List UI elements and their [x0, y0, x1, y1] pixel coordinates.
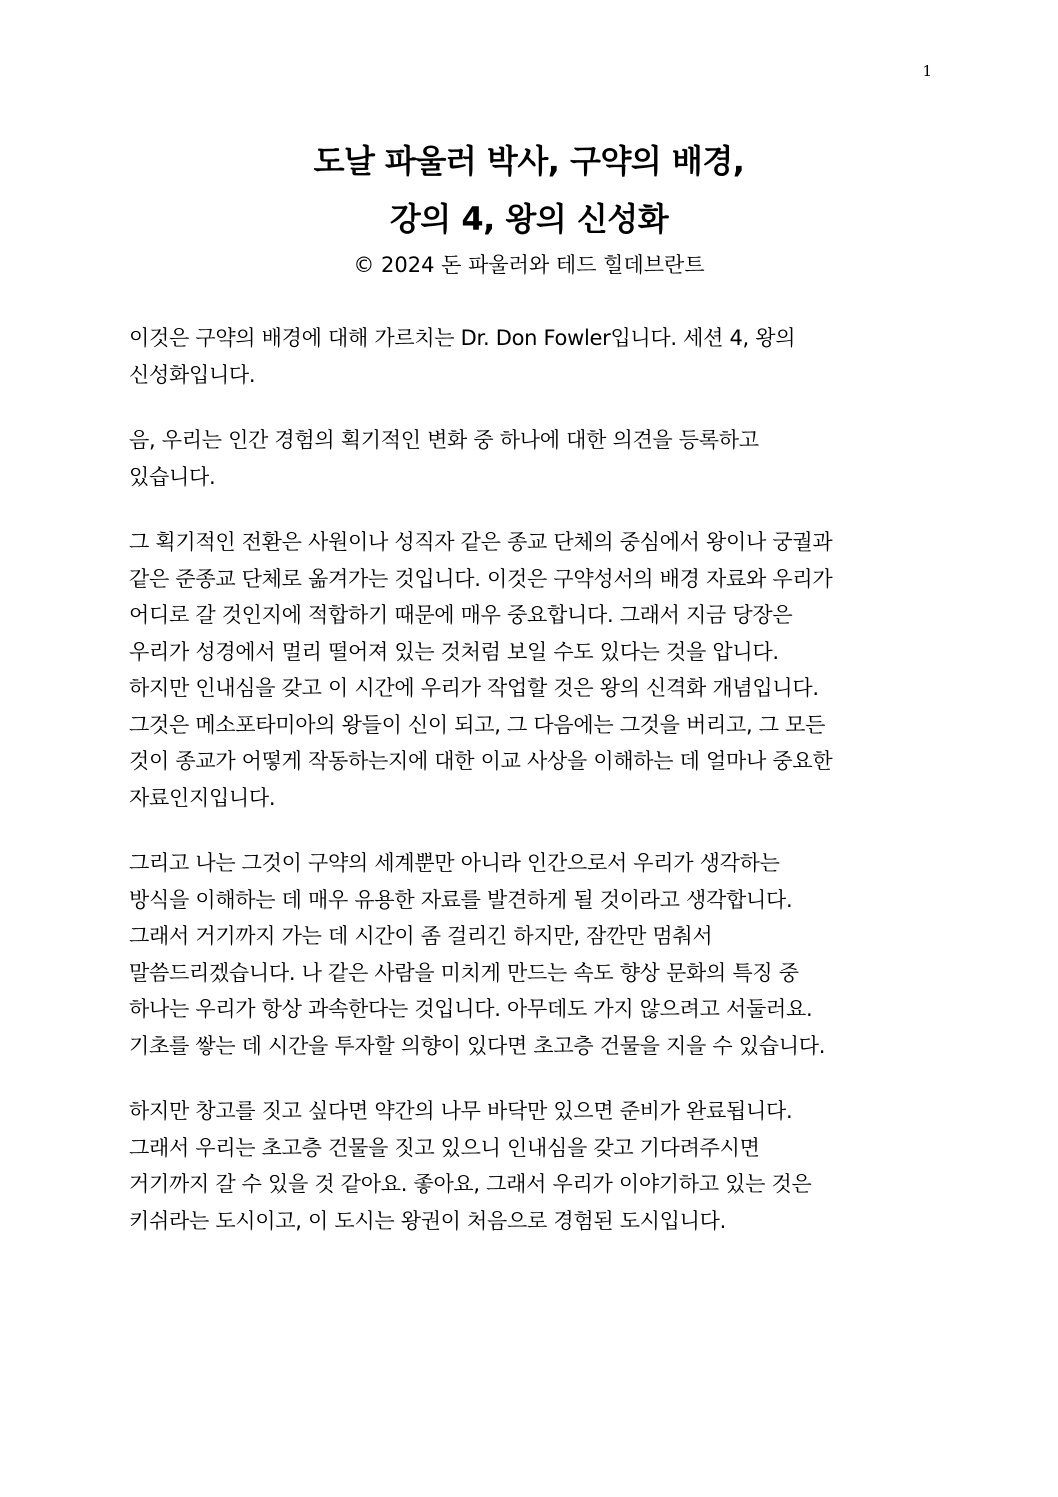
text-line: 하지만 창고를 짓고 싶다면 약간의 나무 바닥만 있으면 준비가 완료됩니다.	[129, 1099, 793, 1123]
text-line: 있습니다.	[129, 464, 216, 489]
text-line: 그 획기적인 전환은 사원이나 성직자 같은 종교 단체의 중심에서 왕이나 궁궐과	[129, 530, 833, 554]
paragraph	[129, 320, 939, 393]
text-line: 하지만 인내심을 갖고 이 시간에 우리가 작업할 것은 왕의 신격화 개념입니다.	[129, 676, 819, 700]
text-line: 같은 준종교 단체로 옮겨가는 것입니다. 이것은 구약성서의 배경 자료와 우리가	[129, 566, 833, 591]
text-line: 그리고 나는 그것이 구약의 세계뿐만 아니라 인간으로서 우리가 생각하는	[129, 851, 780, 875]
document-title-line-2: 강의 4, 왕의 신성화	[389, 200, 669, 238]
paragraph	[129, 422, 939, 495]
text-line: 것이 종교가 어떻게 작동하는지에 대한 이교 사상을 이해하는 데 얼마나 중요한	[129, 749, 833, 773]
text-line: 거기까지 갈 수 있을 것 같아요. 좋아요, 그래서 우리가 이야기하고 있는 것은	[129, 1172, 812, 1196]
text-line: 음, 우리는 인간 경험의 획기적인 변화 중 하나에 대한 의견을 등록하고	[129, 428, 759, 452]
text-line: 그것은 메소포타미아의 왕들이 신이 되고, 그 다음에는 그것을 버리고, 그 모든	[129, 712, 826, 737]
text-line: 그래서 거기까지 가는 데 시간이 좀 걸리긴 하지만, 잠깐만 멈춰서	[129, 924, 713, 948]
text-line: 자료인지입니다.	[129, 785, 276, 810]
page-number: 1	[922, 62, 932, 80]
text-line: 방식을 이해하는 데 매우 유용한 자료를 발견하게 될 것이라고 생각합니다.	[129, 887, 793, 912]
text-line: 우리가 성경에서 멀리 떨어져 있는 것처럼 보일 수도 있다는 것을 압니다.	[129, 639, 779, 664]
text-line: 신성화입니다.	[129, 362, 256, 387]
copyright-notice: © 2024 돈 파울러와 테드 힐데브란트	[353, 253, 705, 277]
text-line: 하나는 우리가 항상 과속한다는 것입니다. 아무데도 가지 않으려고 서둘러요.	[129, 997, 813, 1021]
text-line: 키쉬라는 도시이고, 이 도시는 왕권이 처음으로 경험된 도시입니다.	[129, 1208, 726, 1233]
text-line: 그래서 우리는 초고층 건물을 짓고 있으니 인내심을 갖고 기다려주시면	[129, 1135, 760, 1160]
text-line: 이것은 구약의 배경에 대해 가르치는 Dr. Don Fowler입니다. 세션 4, 왕의	[129, 326, 796, 350]
document-body	[129, 320, 939, 1268]
paragraph	[129, 1093, 939, 1239]
paragraph	[129, 524, 939, 816]
text-line: 어디로 갈 것인지에 적합하기 때문에 매우 중요합니다. 그래서 지금 당장은	[129, 603, 793, 627]
text-line: 기초를 쌓는 데 시간을 투자할 의향이 있다면 초고층 건물을 지을 수 있습니다.	[129, 1033, 826, 1058]
document-header	[0, 132, 1058, 280]
document-title-line-1: 도날 파울러 박사, 구약의 배경,	[313, 142, 745, 180]
text-line: 말씀드리겠습니다. 나 같은 사람을 미치게 만드는 속도 향상 문화의 특징 중	[129, 960, 799, 985]
paragraph	[129, 845, 939, 1064]
